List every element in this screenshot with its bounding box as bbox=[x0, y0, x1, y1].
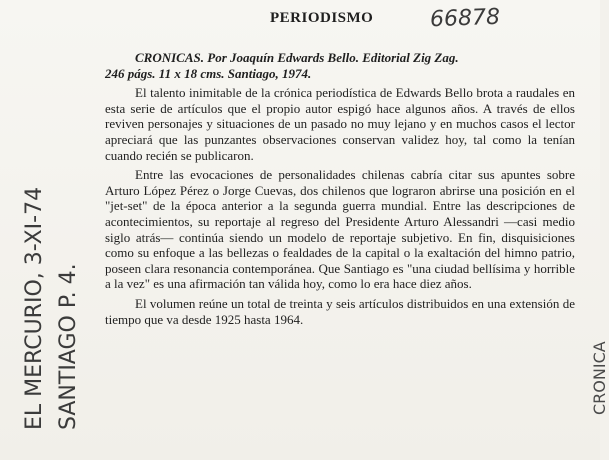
handwritten-source-line-2: SANTIAGO P. 4. bbox=[56, 263, 81, 430]
headline-line-1: CRONICAS. Por Joaquín Edwards Bello. Editorial Zig Zag. bbox=[135, 50, 459, 65]
section-title: PERIODISMO bbox=[270, 10, 374, 26]
article-paragraph: Entre las evocaciones de personalidades chilenas cabría citar sus apuntes sobre Arturo López Pérez o Jorge Cuevas, dos chilenos que lograron abrirse una posición en el "jet-set" de la época anterior a la segunda guerra mundial. Entre las descripciones de acontecimientos, su reportaje al regreso del Presidente Arturo Alessandri —casi medio siglo atrás— continúa siendo un modelo de reportaje subjetivo. En fin, disquisiciones como su enfoque a las bellezas o fealdades de la capital o la exaltación del himno patrio, poseen clara resonancia contemporánea. Que Santiago es "una ciudad bellísima y horrible a la vez" es una afirmación tan válida hoy, como lo era hace diez años. bbox=[105, 167, 575, 292]
headline-line-2: 246 págs. 11 x 18 cms. Santiago, 1974. bbox=[105, 65, 312, 81]
handwritten-catalog-number: 66878 bbox=[429, 4, 501, 33]
handwritten-right-note bbox=[572, 175, 609, 435]
handwritten-right-note-text: CRONICA bbox=[590, 341, 609, 415]
article-paragraph: El talento inimitable de la crónica periodística de Edwards Bello brota a raudales en esta serie de artículos que el propio autor espigó hace algunos años. A través de ellos reviven personajes y situaciones de un pasado no muy lejano y en muchos casos el lector apreciará que las punzantes observaciones conservan validez hoy, tal como la tenían cuando recién se publicaron. bbox=[105, 85, 575, 163]
handwritten-source-line-1: EL MERCURIO, 3-XI-74 bbox=[22, 186, 47, 430]
handwritten-source-note bbox=[4, 90, 81, 455]
article-paragraph: El volumen reúne un total de treinta y seis artículos distribuidos en una extensión de tiempo que va desde 1925 hasta 1964. bbox=[105, 295, 575, 327]
article-body bbox=[105, 50, 575, 331]
article-headline bbox=[105, 50, 575, 81]
